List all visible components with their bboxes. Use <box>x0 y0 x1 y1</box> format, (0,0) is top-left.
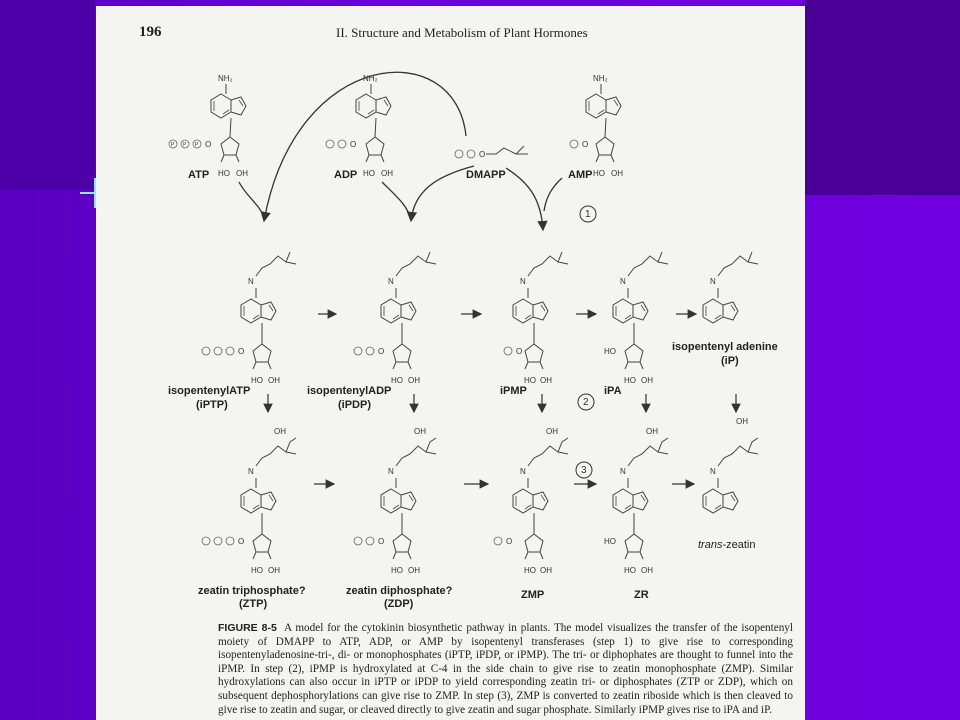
zdp-structure <box>346 427 453 610</box>
ztp-oh-label: OH <box>268 566 280 575</box>
step1-label: 1 <box>585 209 591 220</box>
ipmp-o-label: O <box>516 347 523 356</box>
iptp-ho-label: HO <box>251 376 263 385</box>
trans-zeatin-rest: -zeatin <box>722 539 756 551</box>
ipdp-abbr: (iPDP) <box>338 399 371 411</box>
ip-structure <box>672 252 778 367</box>
adp-label: ADP <box>334 169 358 181</box>
figure-label: FIGURE 8-5 <box>218 622 277 634</box>
dmapp-to-ipdp-arrow <box>411 166 474 221</box>
ipa-label: iPA <box>604 385 622 397</box>
zmp-structure <box>494 427 568 601</box>
dmapp-to-ipmp-arrow <box>506 168 543 230</box>
ipdp-ho-label: HO <box>391 376 403 385</box>
cytokinin-pathway-diagram <box>96 6 805 720</box>
atp-structure <box>169 74 248 181</box>
amp-label: AMP <box>568 169 593 181</box>
adp-oh-label: OH <box>381 169 393 178</box>
ipmp-n-label: N <box>520 277 526 286</box>
amp-structure <box>568 74 623 181</box>
ip-name: isopentenyl adenine <box>672 341 778 353</box>
ipdp-n-label: N <box>388 277 394 286</box>
background-panel-top-right <box>805 0 960 195</box>
background-panel-top-left <box>0 0 95 190</box>
iptp-oh-label: OH <box>268 376 280 385</box>
ip-n-label: N <box>710 277 716 286</box>
zdp-name: zeatin diphosphate? <box>346 585 453 597</box>
iptp-structure <box>168 252 296 411</box>
adp-nh2-label: NH₂ <box>363 74 378 83</box>
ipmp-ho-label: HO <box>524 376 536 385</box>
atp-nh2-label: NH₂ <box>218 74 233 83</box>
iptp-n-label: N <box>248 277 254 286</box>
zdp-oh-label: OH <box>408 566 420 575</box>
zmp-n-label: N <box>520 467 526 476</box>
dmapp-o-label: O <box>479 150 486 159</box>
atp-o-label: O <box>205 140 212 149</box>
amp-oh-label: OH <box>611 169 623 178</box>
step3-label: 3 <box>581 465 587 476</box>
ztp-ho-label: HO <box>251 566 263 575</box>
atp-label: ATP <box>188 169 210 181</box>
zr-oh-chain-label: OH <box>646 427 658 436</box>
zdp-oh-chain-label: OH <box>414 427 426 436</box>
p-letter: P <box>183 142 187 148</box>
ipmp-structure <box>500 252 568 397</box>
trans-zeatin-italic: trans <box>698 539 723 551</box>
adp-o-label: O <box>350 140 357 149</box>
ipdp-o-label: O <box>378 347 385 356</box>
zmp-label: ZMP <box>521 589 545 601</box>
ztp-structure <box>198 427 306 610</box>
ipa-n-label: N <box>620 277 626 286</box>
tz-n-label: N <box>710 467 716 476</box>
dmapp-label: DMAPP <box>466 169 506 181</box>
ztp-o-label: O <box>238 537 245 546</box>
iptp-name: isopentenylATP <box>168 385 251 397</box>
atp-oh-label: OH <box>236 169 248 178</box>
atp-to-iptp-arrow <box>239 182 264 218</box>
zmp-oh-label: OH <box>540 566 552 575</box>
zdp-abbr: (ZDP) <box>384 598 414 610</box>
p-letter: P <box>195 142 199 148</box>
ztp-abbr: (ZTP) <box>239 598 268 610</box>
zdp-o-label: O <box>378 537 385 546</box>
iptp-o-label: O <box>238 347 245 356</box>
zmp-oh-chain-label: OH <box>546 427 558 436</box>
page-number: 196 <box>139 24 162 40</box>
zr-oh-label: OH <box>641 566 653 575</box>
adp-structure <box>326 74 393 181</box>
ipdp-name: isopentenylADP <box>307 385 392 397</box>
amp-o-label: O <box>582 140 589 149</box>
iptp-abbr: (iPTP) <box>196 399 228 411</box>
ipmp-label: iPMP <box>500 385 527 397</box>
trans-zeatin-structure <box>698 417 758 551</box>
zdp-n-label: N <box>388 467 394 476</box>
ztp-name: zeatin triphosphate? <box>198 585 306 597</box>
ipa-ho-top-label: HO <box>604 347 616 356</box>
ztp-n-label: N <box>248 467 254 476</box>
zr-label: ZR <box>634 589 649 601</box>
ipdp-oh-label: OH <box>408 376 420 385</box>
amp-nh2-label: NH₂ <box>593 74 608 83</box>
ipdp-structure <box>307 252 436 411</box>
trans-zeatin-label <box>698 539 756 551</box>
adp-ho-label: HO <box>363 169 375 178</box>
ipa-oh-label: OH <box>641 376 653 385</box>
ip-abbr: (iP) <box>721 355 739 367</box>
step2-label: 2 <box>583 397 589 408</box>
adp-to-ipdp-arrow <box>382 182 410 218</box>
zr-n-label: N <box>620 467 626 476</box>
zmp-o-label: O <box>506 537 513 546</box>
ipa-ho-label: HO <box>624 376 636 385</box>
ztp-oh-chain-label: OH <box>274 427 286 436</box>
tz-oh-chain-label: OH <box>736 417 748 426</box>
ipa-structure <box>604 252 668 397</box>
atp-ho-label: HO <box>218 169 230 178</box>
zr-ho-top-label: HO <box>604 537 616 546</box>
zmp-ho-label: HO <box>524 566 536 575</box>
zr-structure <box>604 427 668 601</box>
amp-ho-label: HO <box>593 169 605 178</box>
ipmp-oh-label: OH <box>540 376 552 385</box>
zr-ho-label: HO <box>624 566 636 575</box>
caption-text: A model for the cytokinin biosynthetic pathway in plants. The model visualizes the transfer of the isopentenyl moiety of DMAPP to ATP, ADP, or AMP by isopentenyl transferases (step 1) to give rise to corresponding isopentenyladenosine-tri-, di- or monophosphates (iPTP, iPDP, or iPMP). The tri- or diphophates are thought to funnel into the iPMP. In step (2), iPMP is hydroxylated at C-4 in the side chain to give rise to zeatin monophosphate (ZMP). Similar hydroxylations can also occur in iPTP or iPDP to yield corresponding zeatin tri- or diphosphates (ZTP or ZDP), which on subsequent dephosphorylations can give rise to ZMP. In step (3), ZMP is converted to zeatin riboside which is then cleaved to give rise to zeatin and sugar, or cleaved directly to give zeatin and sugar phosphate. Similarly iPMP gives rise to iPA and iP. <box>218 622 794 716</box>
zdp-ho-label: HO <box>391 566 403 575</box>
amp-to-ipmp-arrow <box>544 178 562 211</box>
chapter-title: II. Structure and Metabolism of Plant Hormones <box>336 25 588 40</box>
book-page <box>96 6 805 720</box>
p-letter: P <box>171 142 175 148</box>
figure-caption <box>218 622 793 717</box>
